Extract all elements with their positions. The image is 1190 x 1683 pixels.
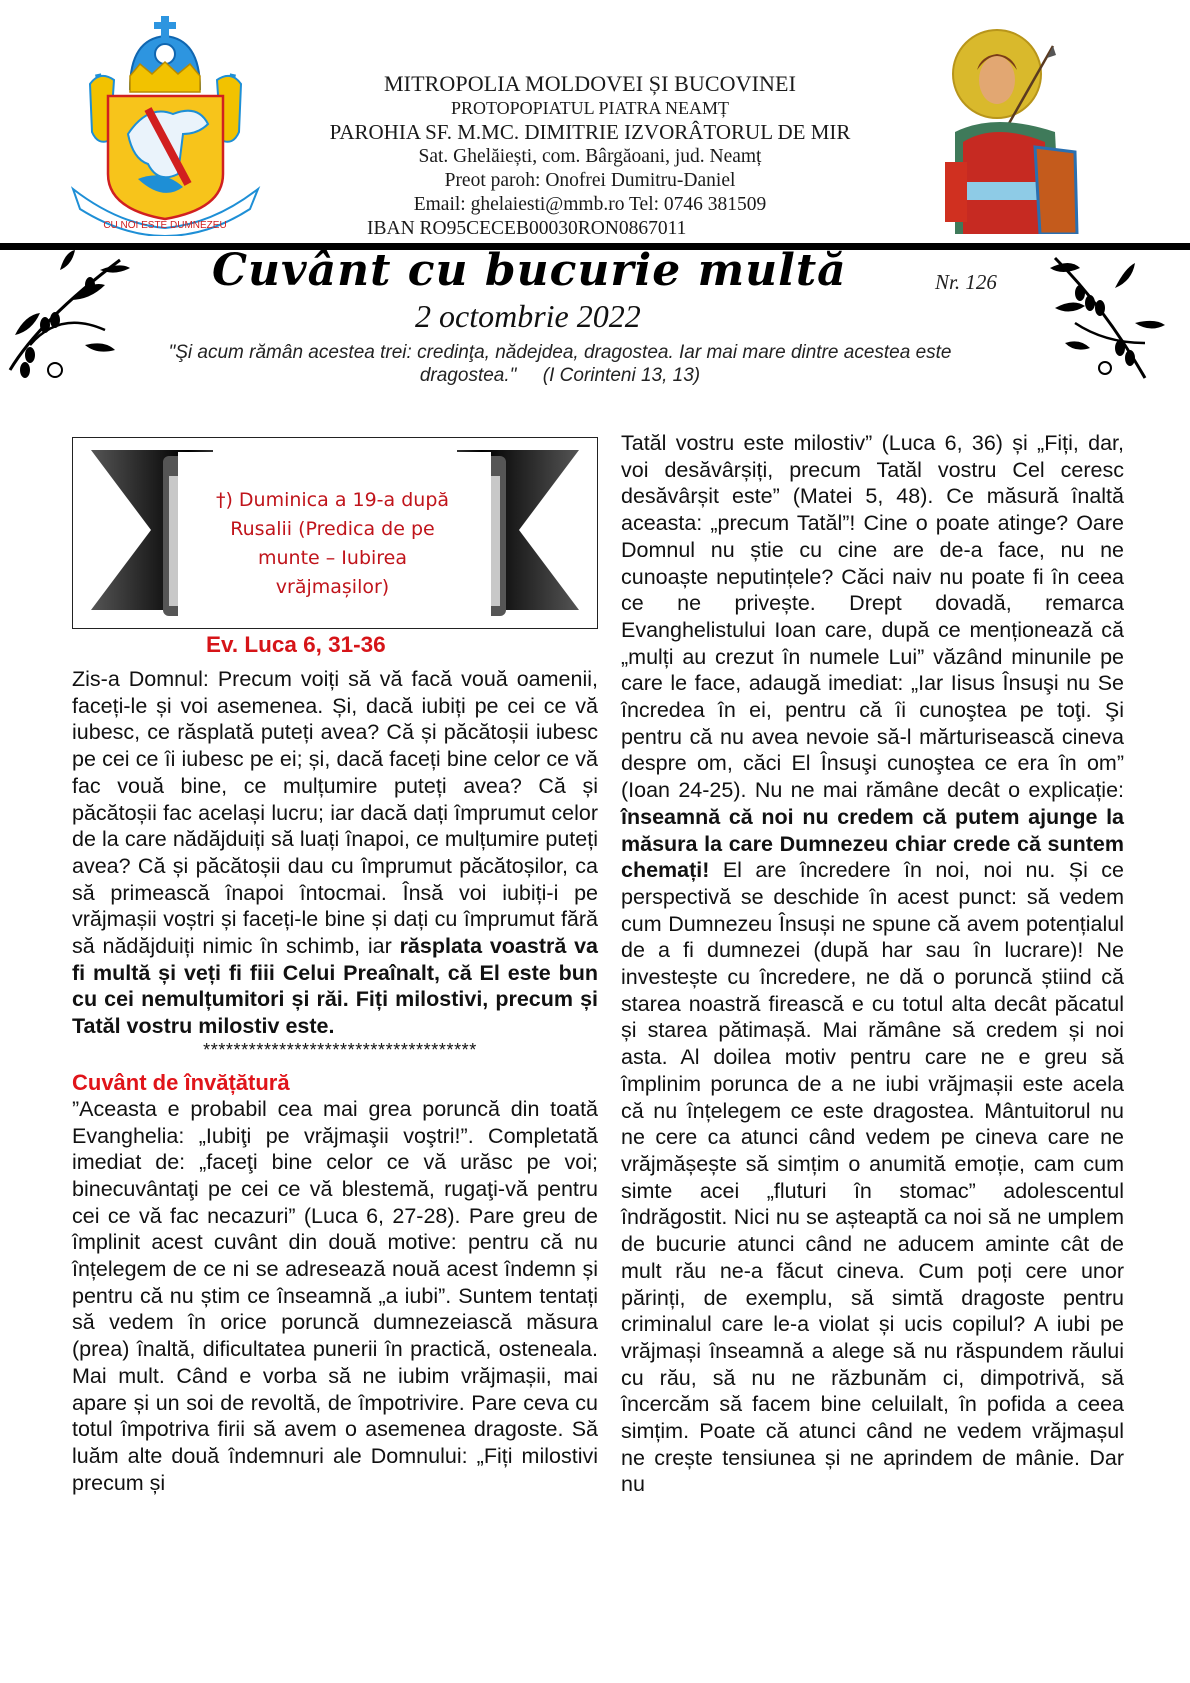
newsletter-title: Cuvânt cu bucurie multă	[212, 245, 847, 296]
coat-of-arms-icon	[68, 14, 263, 236]
iban: IBAN RO95CECEB00030RON0867011	[367, 218, 687, 240]
parish-priest: Preot paroh: Onofrei Dumitru-Daniel	[444, 169, 736, 191]
sermon-heading: Cuvânt de învățătură	[72, 1069, 290, 1095]
olive-branch-icon	[1035, 248, 1175, 383]
gospel-text: Zis-a Domnul: Precum voiți să vă facă vouă oamenii, faceți-le și voi asemenea. Și, dacă iubiți pe cei ce vă iubesc, ce răsplată puteți avea? Că și păcătoșii iubesc pe cei ce îi iubesc pe ei; și, dacă faceți bine celor ce vă fac vouă bine, ce mulțumire puteți avea? Că și păcătoșii fac același lucru; iar dacă dați împrumut celor de la care nădăjduiți să luați înapoi, ce mulțumire puteți avea? Că și păcătoșii dau cu împrumut păcătoșilor, ca să primească înapoi întocmai. Însă voi iubiți-i pe vrăjmașii voștri și faceți-le bine și dați cu împrumut fără să nădăjduiți nimic în schimb, iar răsplata voastră va fi multă și veți fi fiii Celui Preaînalt, că El este bun cu cei nemulțumitori și răi. Fiți milostivi, precum și Tatăl vostru milostiv este.	[72, 667, 599, 1039]
logo-motto: CU NOI ESTE DUMNEZEU	[103, 220, 227, 231]
masthead-motto	[120, 341, 1000, 387]
parish-name: PAROHIA SF. M.MC. DIMITRIE IZVORÂTORUL DE MIR	[329, 120, 851, 145]
sermon-emphasis: înseamnă că noi nu credem că putem ajunge la măsura la care Dumnezeu chiar crede că suntem chemați!	[621, 804, 1124, 883]
gospel-reference: Ev. Luca 6, 31-36	[206, 632, 386, 657]
olive-branch-icon	[0, 250, 140, 385]
banner-line: †) Duminica a 19-a după	[215, 489, 450, 511]
deanery-name: PROTOPOPIATUL PIATRA NEAMȚ	[450, 98, 730, 119]
organization-block	[310, 72, 870, 241]
metropolis-name: MITROPOLIA MOLDOVEI ȘI BUCOVINEI	[383, 71, 796, 96]
parish-address: Sat. Ghelăiești, com. Bârgăoani, jud. Neamț	[418, 145, 762, 167]
separator: ************************************	[203, 1039, 477, 1060]
banner-line: Rusalii (Predica de pe	[230, 518, 435, 540]
contact-info: Email: ghelaiesti@mmb.ro Tel: 0746 381509	[413, 194, 767, 216]
sermon-text-left: ”Aceasta e probabil cea mai grea poruncă din toată Evanghelia: „Iubiţi pe vrăjmaşii voştri!”. Completată imediat de: „faceţi bine celor ce vă urăsc pe voi; binecuvântaţi pe cei ce vă blestemă, rugaţi-vă pentru cei ce vă fac necazuri” (Luca 6, 27-28). Pare greu de împlinit acest cuvânt din două motive: pentru că nu înțelegem de ce ni se adresează nouă acest îndemn și pentru că nu știm ce înseamnă „a iubi”. Suntem tentați să vedem în orice poruncă dumnezeiască măsura (prea) înaltă, dificultatea punerii în practică, osteneala. Mai mult. Când e vorba să ne iubim vrăjmașii, mai apare și un soi de revoltă, de împotrivire. Pare ceva cu totul împotriva firii să avem o asemenea dragoste. Să luăm alte două îndemnuri ale Domnului: „Fiți milostivi precum și	[72, 1096, 598, 1495]
left-column	[72, 640, 598, 1496]
banner-line: vrăjmașilor)	[275, 576, 390, 598]
motto-reference: (I Corinteni 13, 13)	[542, 365, 701, 386]
issue-number: Nr. 126	[935, 270, 997, 294]
saint-dimitrie-icon	[935, 22, 1085, 234]
sermon-text-right: Tatăl vostru este milostiv” (Luca 6, 36) și „Fiți, dar, voi desăvârșiți, precum Tatăl vostru Cel ceresc desăvârșit este” (Matei 5, 48). Ce măsură înaltă aceasta: „precum Tatăl”! Cine o poate atinge? Oare Domnul nu știe cu cine are de-a face, nu ne cunoaște neputințele? Căci naiv nu poate fi în ceea ce ne privește. Drept dovadă, remarca Evanghelistului Ioan care, după ce menționează că „mulți au crezut în numele Lui” văzând minunile pe care le face, adaugă imediat: „Iar Iisus Însuşi nu Se încredea în ei, pentru că îi cunoştea pe toţi. Şi pentru că nu avea nevoie să-l mărturisească cineva despre om, căci El Însuşi cunoştea ce era în om” (Ioan 24-25). Nu ne mai rămâne decât o explicație: înseamnă că noi nu credem că putem ajunge la măsura la care Dumnezeu chiar crede că suntem chemați! El are încredere în noi, noi nu. Și ce perspectivă se deschide în acest punct: să vedem cum Dumnezeu Însuși ne spune că avem potențialul de a fi dumnezei (după har sau în lucrare)! Ne investește cu încredere, ne dă o poruncă știind că starea noastră firească e cu totul alta decât păcatul și starea pătimașă. Mai rămâne să credem și noi asta. Al doilea motiv pentru care ne e greu să împlinim porunca de a ne iubi vrăjmașii este acela că nu înțelegem ce este dragostea. Mântuitorul nu ne cere ca atunci când vedem pe cineva care ne vrăjmășește să simțim o anumită emoție, cam cum simte acei „fluturi în stomac” adolescentul îndrăgostit. Nici nu se așteaptă ca noi să ne umplem de bucurie atunci când ne aducem aminte cât de mult rău ne-a făcut cineva. Cum poți cere unor părinți, de exemplu, să simtă dragoste pentru criminalul care le-a violat și ucis copilul? A iubi pe vrăjmași înseamnă a alege să nu răspundem răului cu rău, să nu ne răzbunăm ci, dimpotrivă, să încercăm să facem bine celuilalt, în pofida a ceea simțim. Poate că atunci când ne vedem vrăjmașul ne crește tensiunea și ne aprindem de mânie. Dar nu	[621, 431, 1124, 1497]
gospel-text-bold: răsplata voastră va fi multă și veți fi fiii Celui Preaînalt, că El este bun cu cei nemulțumitori și răi. Fiți milostivi, precum și Tatăl vostru milostiv este.	[72, 934, 599, 1039]
right-column	[621, 430, 1124, 1498]
issue-date: 2 octombrie 2022	[415, 298, 641, 334]
motto-quote: "Şi acum rămân acestea trei: credinţa, nădejdea, dragostea. Iar mai mare dintre acestea este dragostea."	[168, 342, 952, 386]
banner-line: munte – Iubirea	[257, 547, 408, 569]
banner-title	[180, 486, 485, 602]
